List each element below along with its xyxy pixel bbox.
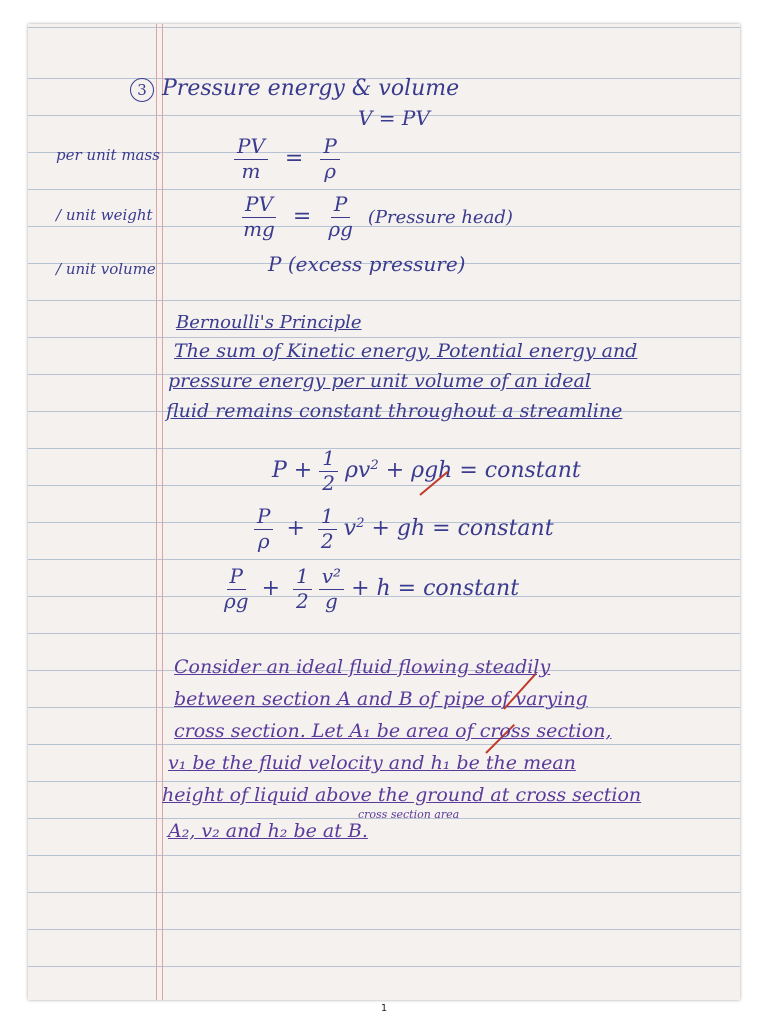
eq-term: + h = constant — [351, 576, 520, 601]
consider-line: between section A and B of pipe of varying — [174, 688, 588, 710]
insert-note: cross section area — [358, 808, 460, 821]
frac-num: P — [331, 194, 350, 218]
frac-num: v² — [319, 566, 344, 590]
frac-den: ρg — [224, 589, 249, 613]
consider-last-line: A₂, v₂ and h₂ be at B. — [168, 820, 368, 842]
frac-den: m — [241, 159, 261, 183]
frac-num: P — [254, 506, 273, 530]
notebook-page — [28, 24, 740, 1000]
row-expression-per-unit-volume: P (excess pressure) — [268, 252, 466, 276]
frac-den: ρ — [257, 529, 270, 553]
consider-line: cross section. Let A₁ be area of cross section, — [174, 720, 612, 742]
frac-num: P — [320, 136, 339, 160]
row-equation-per-unit-weight: $\frac{PV}{mg}$ = $\frac{P}{\rho g}$ (Pressure head) — [243, 192, 513, 241]
frac-den: ρg — [328, 217, 353, 241]
consider-line: Consider an ideal fluid flowing steadily — [174, 656, 551, 678]
consider-line: v₁ be the fluid velocity and h₁ be the mean — [168, 752, 576, 774]
row-equation-per-unit-mass: $\frac{PV}{m}$ = $\frac{P}{\rho}$ — [234, 136, 340, 182]
frac-den: mg — [243, 217, 275, 241]
pressure-head-note: (Pressure head) — [367, 206, 513, 228]
margin-line — [162, 24, 163, 1000]
frac-num: P — [227, 566, 246, 590]
frac-num: 1 — [318, 506, 337, 530]
frac-den: 2 — [322, 471, 335, 495]
row-label-per-unit-volume: / unit volume — [56, 260, 156, 278]
bernoulli-heading: Bernoulli's Principle — [176, 312, 362, 333]
section-number: 3 — [130, 78, 154, 102]
volume-equation: V = PV — [358, 106, 430, 130]
frac-den: ρ — [324, 159, 336, 183]
eq-term: + — [261, 576, 280, 601]
bernoulli-line: fluid remains constant throughout a streamline — [166, 400, 623, 422]
bernoulli-equation-2: $\frac{P}{\rho}$ + $\frac{1}{2}$ $v^2$ + gh = constant — [254, 506, 554, 552]
frac-den: 2 — [296, 589, 309, 613]
row-label-per-unit-mass: per unit mass — [56, 146, 160, 164]
eq-term: ρv — [344, 458, 371, 483]
bernoulli-line: The sum of Kinetic energy, Potential energy and — [174, 340, 638, 362]
eq-term: P + — [272, 458, 313, 483]
bernoulli-equation-1: P + $\frac{1}{2}$ $\rho v^2 + \rho gh$ = constant — [272, 446, 581, 495]
consider-line: height of liquid above the ground at cross section — [162, 784, 642, 806]
bernoulli-line: pressure energy per unit volume of an ideal — [168, 370, 591, 392]
frac-num: PV — [242, 194, 276, 218]
bernoulli-equation-3 — [224, 566, 519, 612]
frac-num: 1 — [319, 448, 338, 472]
frac-den: g — [324, 589, 338, 613]
eq-term: + gh = constant — [371, 516, 554, 541]
frac-num: 1 — [293, 566, 312, 590]
eq-term: + — [286, 516, 305, 541]
page-number: 1 — [380, 1003, 388, 1014]
row-label-per-unit-weight: / unit weight — [56, 206, 153, 224]
section-title — [130, 76, 459, 102]
section-title-text: Pressure energy & volume — [162, 76, 460, 101]
margin-line — [156, 24, 157, 1000]
frac-den: 2 — [320, 529, 334, 553]
eq-term: v — [343, 516, 357, 541]
frac-num: PV — [234, 136, 268, 160]
eq-term: + ρgh = constant — [385, 458, 581, 483]
